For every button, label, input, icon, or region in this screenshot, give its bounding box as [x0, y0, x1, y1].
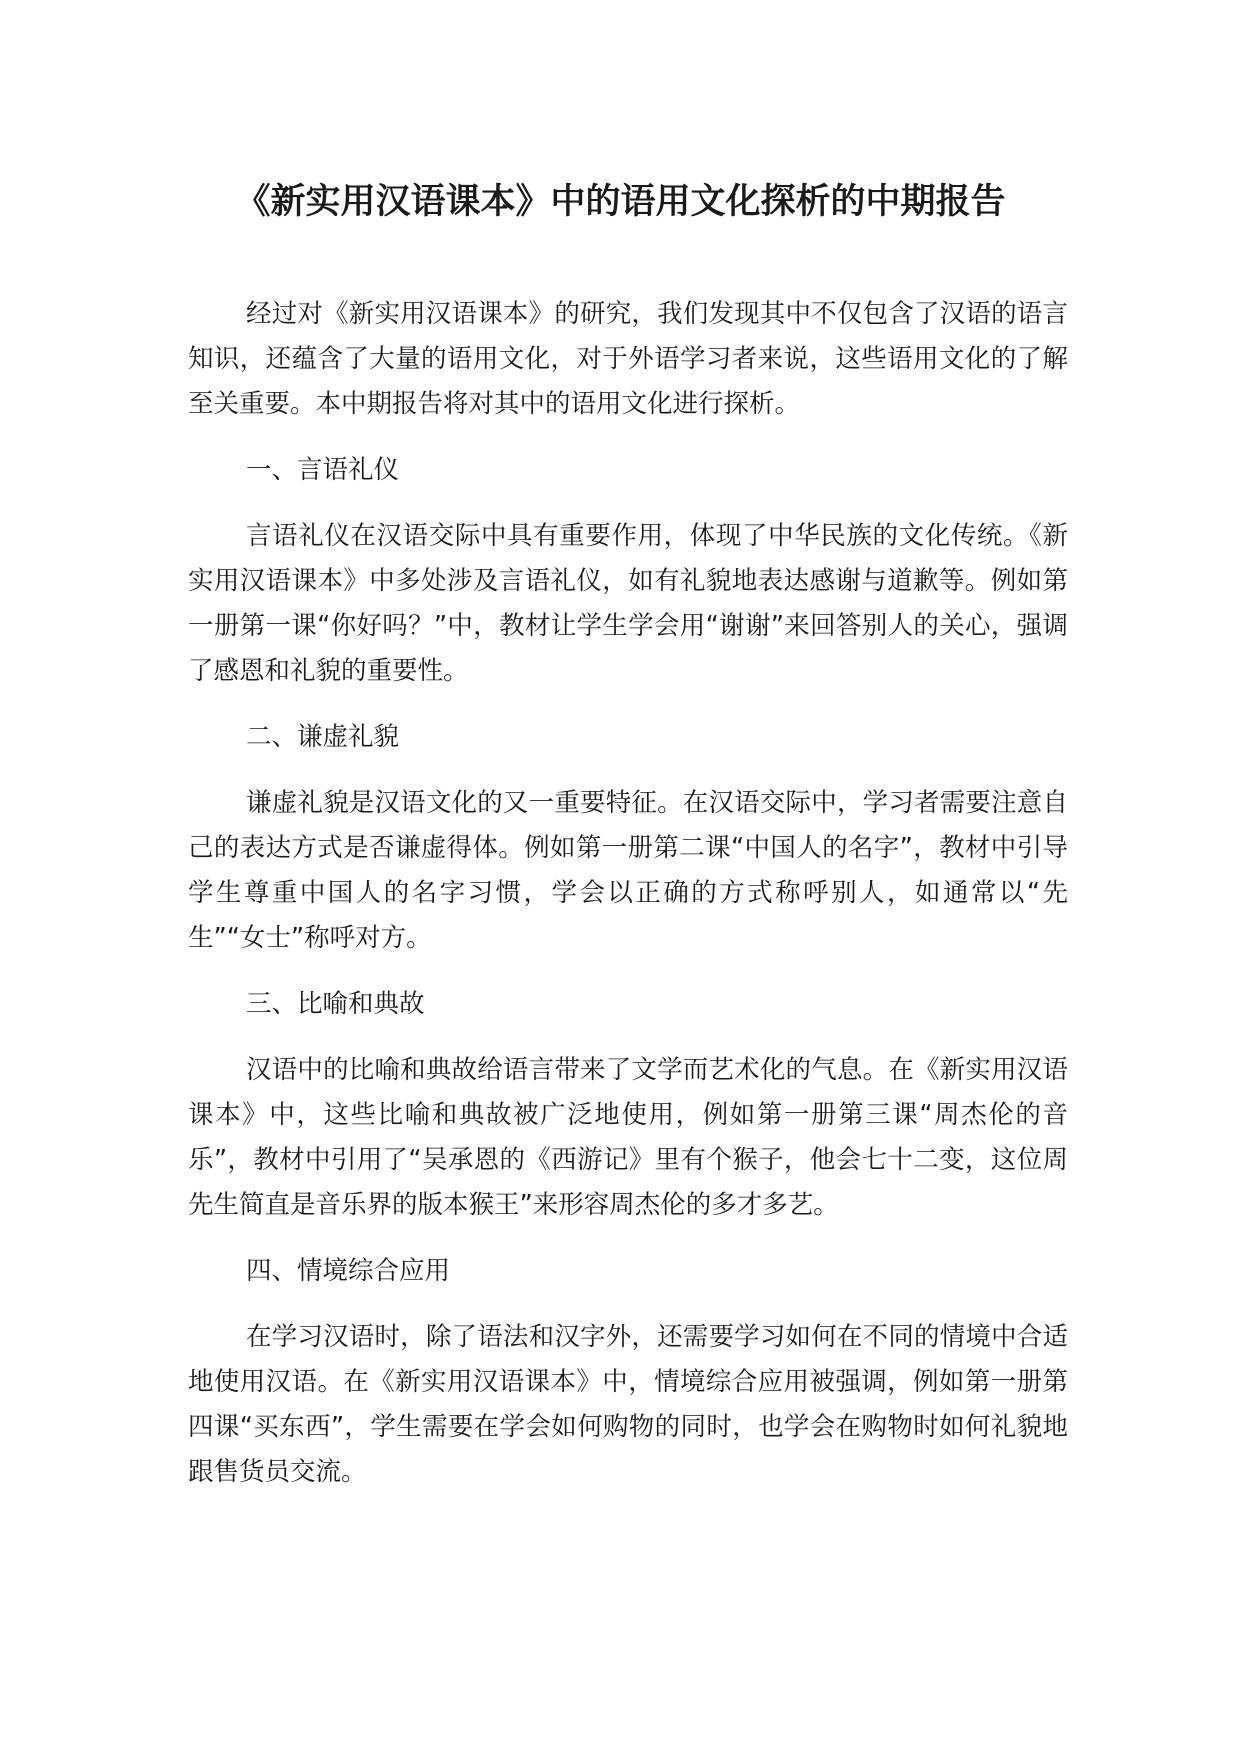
section-body-modesty-politeness: 谦虚礼貌是汉语文化的又一重要特征。在汉语交际中，学习者需要注意自己的表达方式是否谦虚得体。例如第一册第二课“中国人的名字”，教材中引导学生尊重中国人的名字习惯，学会以正确的方式称呼别人，如通常以“先生”“女士”称呼对方。	[188, 788, 1068, 953]
intro-paragraph: 经过对《新实用汉语课本》的研究，我们发现其中不仅包含了汉语的语言知识，还蕴含了大量的语用文化，对于外语学习者来说，这些语用文化的了解至关重要。本中期报告将对其中的语用文化进行探析。	[188, 299, 1068, 419]
section-body-situational-application: 在学习汉语时，除了语法和汉字外，还需要学习如何在不同的情境中合适地使用汉语。在《新实用汉语课本》中，情境综合应用被强调，例如第一册第四课“买东西”，学生需要在学会如何购物的同时，也学会在购物时如何礼貌地跟售货员交流。	[188, 1322, 1068, 1487]
document-body	[188, 292, 1068, 1516]
section-body-speech-etiquette: 言语礼仪在汉语交际中具有重要作用，体现了中华民族的文化传统。《新实用汉语课本》中多处涉及言语礼仪，如有礼貌地表达感谢与道歉等。例如第一册第一课“你好吗？”中，教材让学生学会用“谢谢”来回答别人的关心，强调了感恩和礼貌的重要性。	[188, 521, 1068, 686]
section-heading-metaphor-allusion: 三、比喻和典故	[246, 989, 425, 1019]
document-title: 《新实用汉语课本》中的语用文化探析的中期报告	[235, 182, 1006, 222]
section-heading-speech-etiquette: 一、言语礼仪	[246, 455, 400, 485]
section-body-metaphor-allusion: 汉语中的比喻和典故给语言带来了文学而艺术化的气息。在《新实用汉语课本》中，这些比喻和典故被广泛地使用，例如第一册第三课“周杰伦的音乐”，教材中引用了“吴承恩的《西游记》里有个猴子，他会七十二变，这位周先生简直是音乐界的版本猴王”来形容周杰伦的多才多艺。	[188, 1055, 1068, 1220]
section-heading-situational-application: 四、情境综合应用	[246, 1256, 451, 1286]
section-heading-modesty-politeness: 二、谦虚礼貌	[246, 722, 400, 752]
